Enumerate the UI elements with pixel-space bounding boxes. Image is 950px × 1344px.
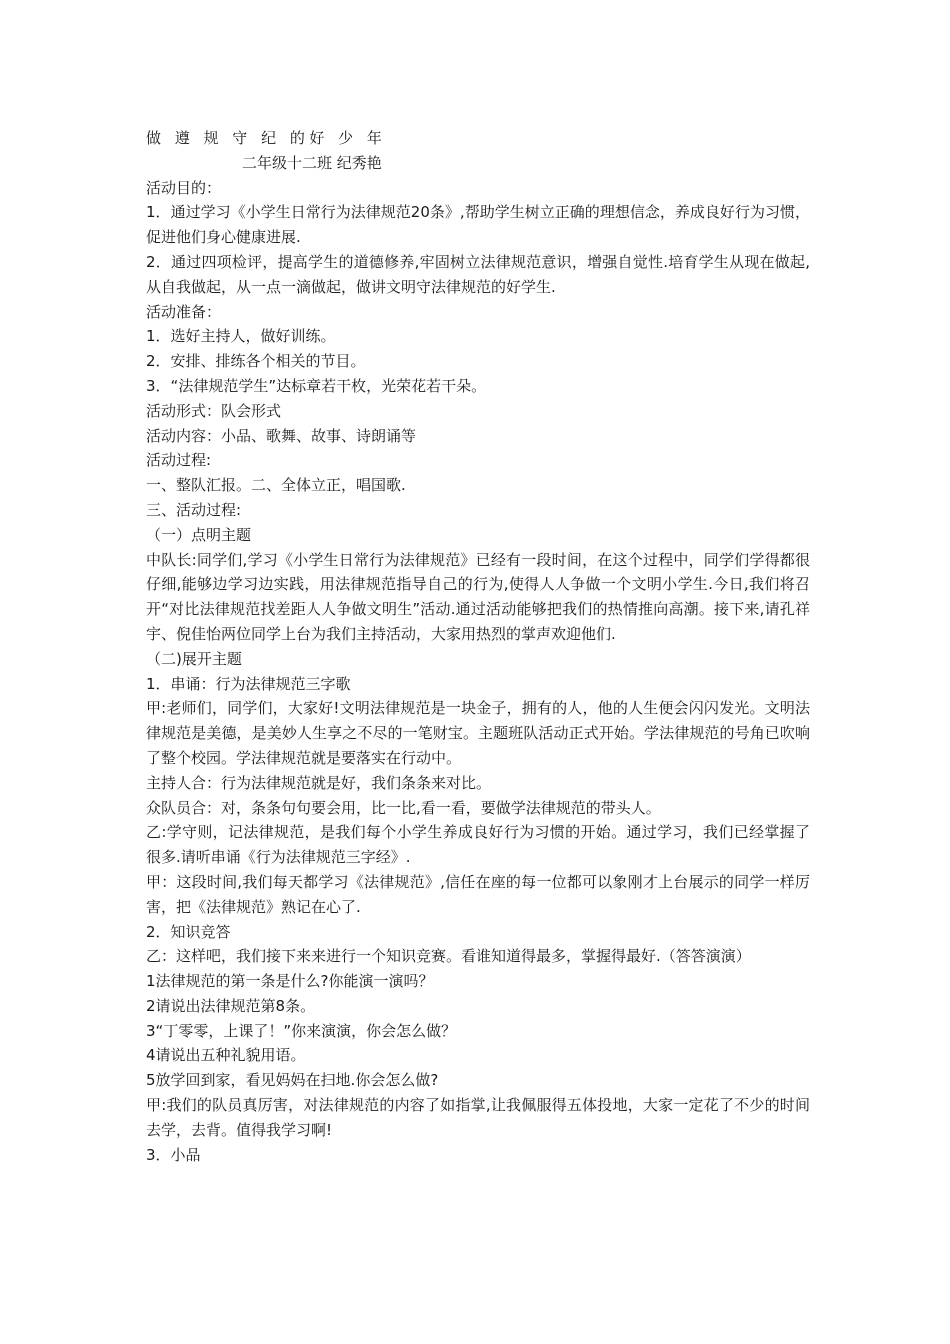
- paragraph: 一、整队汇报。二、全体立正，唱国歌.: [146, 476, 406, 495]
- paragraph: 甲:我们的队员真厉害，对法律规范的内容了如指掌,让我佩服得五体投地，大家一定花了不少的时间去学，去背。值得我学习啊!: [146, 1096, 810, 1139]
- paragraph: 众队员合：对，条条句句要会用，比一比,看一看，要做学法律规范的带头人。: [146, 798, 661, 817]
- section-heading-preparation: 活动准备：: [146, 302, 222, 321]
- paragraph: 2．通过四项检评，提高学生的道德修养,牢固树立法律规范意识，增强自觉性.培育学生从现在做起,从自我做起，从一点一滴做起，做讲文明守法律规范的好学生.: [146, 252, 810, 296]
- list-item: 1法律规范的第一条是什么?你能演一演吗？: [146, 972, 434, 991]
- list-item: 3“丁零零，上课了！”你来演演，你会怎么做？: [146, 1021, 457, 1040]
- paragraph: 1．选好主持人，做好训练。: [146, 327, 336, 346]
- paragraph: 中队长:同学们,学习《小学生日常行为法律规范》已经有一段时间，在这个过程中，同学们学得都很仔细,能够边学习边实践，用法律规范指导自己的行为,使得人人争做一个文明小学生.今日,我们将召开“对比法律规范找差距人人争做文明生”活动.通过活动能够把我们的热情推向高潮。接下来,请孔祥宇、倪佳怡两位同学上台为我们主持活动，大家用热烈的掌声欢迎他们.: [146, 550, 810, 643]
- document-subtitle: 二年级十二班 纪秀艳: [242, 153, 382, 172]
- list-item: 2请说出法律规范第8条。: [146, 996, 316, 1015]
- paragraph: 活动内容：小品、歌舞、故事、诗朗诵等: [146, 426, 417, 445]
- section-heading-purpose: 活动目的：: [146, 178, 222, 197]
- paragraph: 2．安排、排练各个相关的节目。: [146, 352, 366, 371]
- paragraph: 1．通过学习《小学生日常行为法律规范20条》,帮助学生树立正确的理想信念，养成良好行为习惯，促进他们身心健康进展.: [146, 203, 810, 247]
- paragraph: 1．串诵：行为法律规范三字歌: [146, 674, 351, 693]
- paragraph: 甲：这段时间,我们每天都学习《法律规范》,信任在座的每一位都可以象刚才上台展示的同学一样厉害，把《法律规范》熟记在心了.: [146, 872, 810, 916]
- list-item: 4请说出五种礼貌用语。: [146, 1046, 306, 1065]
- paragraph: 3．“法律规范学生”达标章若干枚，光荣花若干朵。: [146, 376, 487, 395]
- subsection-heading: （二)展开主题: [146, 649, 242, 668]
- paragraph: 乙：这样吧，我们接下来来进行一个知识竞赛。看谁知道得最多，掌握得最好.（答答演演）: [146, 947, 751, 966]
- paragraph: 2．知识竞答: [146, 922, 231, 941]
- paragraph: 甲:老师们，同学们，大家好!文明法律规范是一块金子，拥有的人，他的人生便会闪闪发光。文明法律规范是美德，是美妙人生享之不尽的一笔财宝。主题班队活动正式开始。学法律规范的号角已吹响了整个校园。学法律规范就是要落实在行动中。: [146, 699, 810, 767]
- subsection-heading: （一）点明主题: [146, 525, 252, 544]
- document-body: [146, 126, 810, 1167]
- paragraph: 乙:学守则，记法律规范，是我们每个小学生养成良好行为习惯的开始。通过学习，我们已经掌握了很多.请听串诵《行为法律规范三字经》.: [146, 823, 810, 867]
- paragraph: 活动形式：队会形式: [146, 401, 282, 420]
- paragraph: 主持人合：行为法律规范就是好，我们条条来对比。: [146, 773, 492, 792]
- section-heading-process: 活动过程:: [146, 451, 212, 470]
- paragraph: 3．小品: [146, 1145, 201, 1164]
- list-item: 5放学回到家，看见妈妈在扫地.你会怎么做?: [146, 1071, 439, 1090]
- paragraph: 三、活动过程:: [146, 500, 242, 519]
- document-title: 做 遵 规 守 纪 的好 少 年: [146, 129, 387, 147]
